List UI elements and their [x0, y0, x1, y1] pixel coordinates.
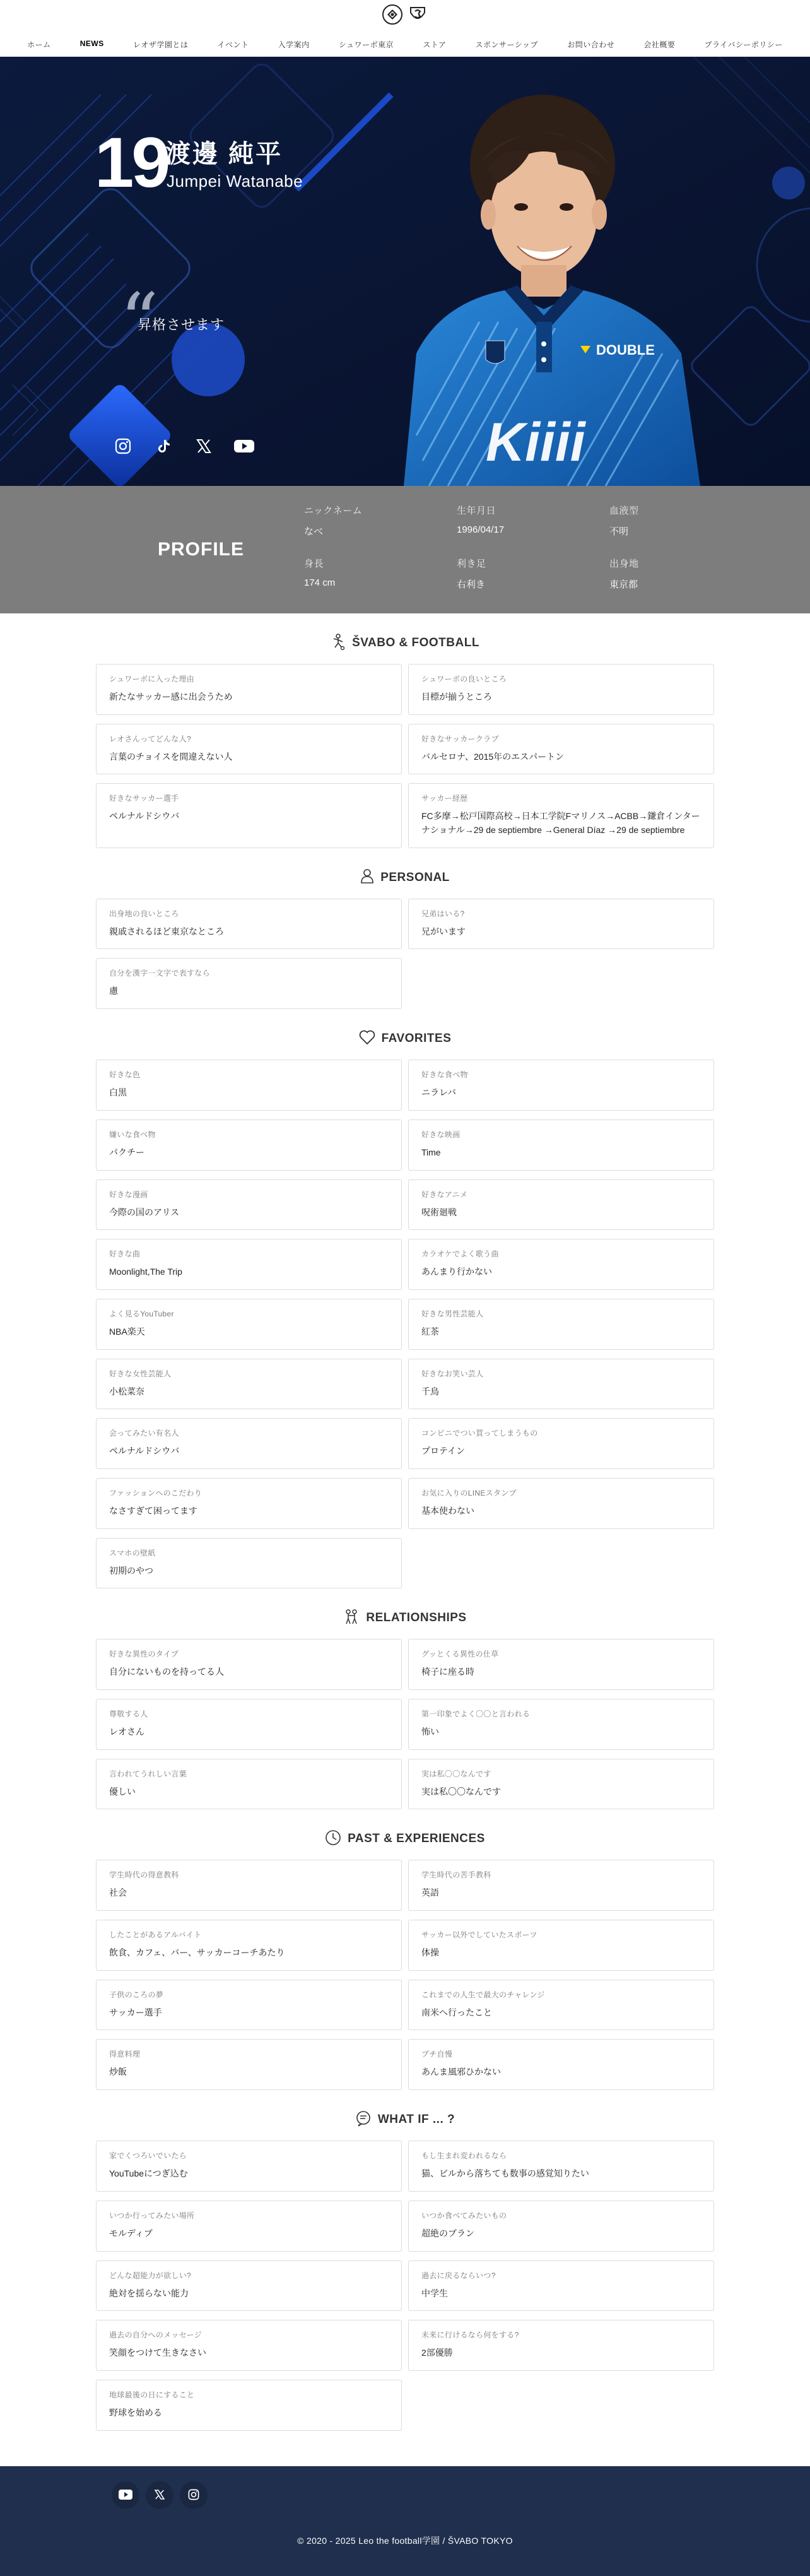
profile-item — [457, 557, 609, 591]
qa-card — [96, 1639, 402, 1690]
qa-question: 好きな映画 — [421, 1130, 461, 1139]
qa-answer: YouTubeにつぎ込む — [109, 2168, 188, 2179]
qa-answer: 小松菜奈 — [109, 1386, 144, 1397]
qa-question: 好きな女性芸能人 — [109, 1369, 172, 1378]
qa-card-grid — [96, 2141, 714, 2430]
qa-question: レオさんってどんな人? — [109, 734, 191, 743]
qa-card — [96, 1299, 402, 1350]
profile-value: なべ — [304, 526, 324, 537]
svg-text:DOUBLE: DOUBLE — [596, 342, 655, 358]
qa-answer: 超絶のブラン — [421, 2228, 474, 2238]
qa-answer: NBA楽天 — [109, 1326, 145, 1337]
qa-answer: レオさん — [109, 1727, 144, 1737]
qa-answer: なさすぎて困ってます — [109, 1505, 197, 1516]
section-title: PAST & EXPERIENCES — [348, 1832, 485, 1846]
qa-answer: ペルナルドシウバ — [109, 1446, 180, 1456]
nav-company[interactable]: 会社概要 — [643, 40, 676, 49]
qa-question: お気に入りのLINEスタンプ — [421, 1488, 517, 1498]
qa-question: スマホの壁紙 — [109, 1548, 156, 1557]
qa-question: サッカー以外でしていたスポーツ — [421, 1930, 537, 1940]
qa-question: もし生まれ変われるなら — [421, 2151, 507, 2161]
qa-card-grid — [96, 664, 714, 848]
qa-card — [96, 2039, 402, 2090]
qa-question: 未来に行けるなら何をする? — [421, 2331, 519, 2340]
qa-answer: パクチー — [109, 1147, 144, 1157]
profile-value: 不明 — [609, 526, 629, 537]
youtube-icon[interactable] — [112, 2481, 139, 2508]
qa-card — [408, 1239, 714, 1290]
qa-question: カラオケでよく歌う曲 — [421, 1250, 499, 1259]
qa-answer: 実は私〇〇なんです — [421, 1786, 501, 1797]
nav-about[interactable]: レオザ学園とは — [132, 40, 189, 49]
profile-item — [457, 504, 609, 538]
youtube-icon[interactable] — [233, 435, 255, 457]
qa-answer: 白黒 — [109, 1087, 127, 1098]
qa-card — [96, 1359, 402, 1410]
qa-question: 学生時代の得意教科 — [109, 1870, 179, 1880]
qa-card — [96, 958, 402, 1009]
qa-question: シュワーボの良いところ — [421, 675, 507, 683]
svabo-emblem-icon — [407, 4, 428, 25]
qa-card — [408, 1639, 714, 1690]
qa-question: 自分を漢字一文字で表すなら — [109, 969, 210, 978]
qa-question: 好きな色 — [109, 1070, 141, 1080]
qa-card — [96, 724, 402, 775]
qa-answer: 猫、ビルから落ちても数事の感覚知りたい — [421, 2168, 589, 2179]
profile-label: ニックネーム — [304, 505, 363, 516]
profile-label: 血液型 — [609, 505, 639, 516]
quote-mark-icon: “ — [120, 278, 159, 365]
qa-card — [408, 1478, 714, 1529]
qa-answer: 慮 — [109, 986, 118, 996]
nav-store[interactable]: ストア — [423, 40, 447, 49]
qa-section — [96, 1009, 714, 1588]
section-title: ŠVABO & FOOTBALL — [352, 636, 479, 649]
qa-sections — [0, 613, 810, 2431]
qa-answer: プロテイン — [421, 1446, 466, 1456]
qa-answer: FC多摩→松戸国際高校→日本工学院Fマリノス→ACBB→鎌倉インターナショナル→29 de septiembre →General Díaz →29 de septiembre — [421, 811, 700, 836]
qa-question: 出身地の良いところ — [109, 909, 179, 918]
person-icon — [360, 868, 374, 887]
qa-section — [96, 1588, 714, 1809]
qa-answer: 社会 — [109, 1888, 127, 1898]
qa-question: これまでの人生で最大のチャレンジ — [421, 1990, 545, 1999]
site-header — [0, 0, 810, 57]
qa-card-grid — [96, 899, 714, 1009]
qa-answer: Moonlight,The Trip — [109, 1267, 182, 1277]
qa-card — [408, 783, 714, 848]
qa-question: 好きなお笑い芸人 — [421, 1369, 484, 1378]
qa-answer: ニラレバ — [421, 1087, 457, 1098]
qa-question: 家でくつろいでいたら — [109, 2151, 187, 2161]
instagram-icon[interactable] — [180, 2481, 207, 2508]
qa-section — [96, 1809, 714, 2090]
profile-value: 174 cm — [304, 577, 336, 588]
qa-answer: 椅子に座る時 — [421, 1667, 474, 1677]
qa-card — [408, 1699, 714, 1750]
qa-question: サッカー経歴 — [421, 794, 468, 803]
qa-card — [96, 783, 402, 848]
qa-answer: 呪術廻戦 — [421, 1207, 457, 1217]
qa-answer: 2部優勝 — [421, 2348, 453, 2358]
qa-card — [408, 2201, 714, 2252]
qa-answer: ペルナルドシウバ — [109, 811, 180, 822]
profile-item — [609, 557, 736, 591]
qa-card — [408, 2320, 714, 2371]
qa-question: 好きな男性芸能人 — [421, 1309, 484, 1318]
qa-answer: バルセロナ、2015年のエスパートン — [421, 751, 565, 762]
footer-sns — [112, 2481, 207, 2508]
profile-item — [609, 504, 736, 538]
qa-answer: 目標が揃うところ — [421, 692, 492, 702]
qa-card — [96, 2320, 402, 2371]
qa-card — [96, 2141, 402, 2192]
section-heading — [96, 2090, 714, 2141]
qa-question: グッとくる異性の仕草 — [421, 1650, 499, 1659]
copyright: © 2020 - 2025 Leo the football学園 / ŠVABO TOKYO — [297, 2535, 513, 2546]
player-hero — [0, 57, 810, 486]
profile-band — [0, 486, 810, 613]
qa-answer: 南米へ行ったこと — [421, 2007, 492, 2018]
qa-answer: 優しい — [109, 1786, 136, 1797]
nav-privacy[interactable]: プライバシーポリシー — [704, 40, 783, 49]
qa-card — [96, 2380, 402, 2431]
qa-card — [408, 1299, 714, 1350]
qa-card — [96, 1538, 402, 1589]
section-heading — [96, 1009, 714, 1060]
qa-answer: 紅茶 — [421, 1326, 439, 1337]
qa-card — [96, 1699, 402, 1750]
instagram-icon[interactable] — [112, 435, 134, 457]
qa-card — [96, 899, 402, 950]
profile-title: PROFILE — [158, 539, 245, 560]
qa-card — [96, 2260, 402, 2312]
qa-card — [96, 1060, 402, 1111]
profile-value: 右利き — [457, 579, 486, 590]
qa-card — [408, 1920, 714, 1971]
qa-section — [96, 848, 714, 1009]
qa-question: 実は私〇〇なんです — [421, 1769, 491, 1778]
qa-question: プチ自慢 — [421, 2050, 453, 2059]
profile-item — [304, 557, 457, 591]
qa-question: 尊敬する人 — [109, 1710, 148, 1718]
qa-card — [96, 1418, 402, 1469]
nav-sponsorship[interactable]: スポンサーシップ — [475, 40, 539, 49]
nav-contact[interactable]: お問い合わせ — [567, 40, 615, 49]
qa-card — [408, 1980, 714, 2031]
qa-question: 第一印象でよく〇〇と言われる — [421, 1710, 531, 1718]
qa-answer: 兄がいます — [421, 926, 466, 936]
qa-card — [96, 1478, 402, 1529]
qa-question: 得意料理 — [109, 2050, 141, 2059]
chat-icon — [355, 2110, 372, 2130]
qa-section — [96, 613, 714, 848]
heart-icon — [359, 1030, 375, 1048]
qa-answer: 親戚されるほど東京なところ — [109, 926, 224, 936]
qa-answer: 中学生 — [421, 2288, 448, 2298]
qa-answer: 炒飯 — [109, 2067, 127, 2077]
qa-card — [408, 664, 714, 715]
qa-question: シュワーボに入った理由 — [109, 675, 195, 683]
qa-question: 子供のころの夢 — [109, 1990, 164, 1999]
qa-question: 兄弟はいる? — [421, 909, 465, 918]
player-quote: 昇格させます — [138, 317, 225, 333]
profile-value: 東京都 — [609, 579, 638, 590]
qa-answer: 千鳥 — [421, 1386, 439, 1397]
site-footer — [0, 2466, 810, 2576]
qa-card — [408, 2260, 714, 2312]
nav-home[interactable]: ホーム — [27, 40, 51, 49]
qa-question: 嫌いな食べ物 — [109, 1130, 156, 1139]
player-name-en: Jumpei Watanabe — [167, 172, 303, 191]
qa-question: よく見るYouTuber — [109, 1309, 174, 1318]
qa-card — [408, 1359, 714, 1410]
football-player-icon — [331, 634, 346, 653]
qa-answer: 言葉のチョイスを間違えない人 — [109, 751, 233, 762]
qa-question: 言われてうれしい言葉 — [109, 1769, 187, 1778]
qa-question: 過去に戻るならいつ? — [421, 2271, 496, 2280]
player-sns — [112, 435, 255, 457]
qa-answer: 英語 — [421, 1888, 439, 1898]
profile-grid — [304, 504, 736, 591]
qa-question: したことがあるアルバイト — [109, 1930, 202, 1940]
qa-question: コンビニでつい買ってしまうもの — [421, 1429, 538, 1438]
qa-answer: 体操 — [421, 1947, 439, 1958]
qa-card-grid — [96, 1060, 714, 1588]
qa-card — [408, 1860, 714, 1911]
qa-question: いつか食べてみたいもの — [421, 2211, 507, 2220]
qa-card — [96, 1120, 402, 1171]
x-icon[interactable] — [193, 435, 214, 457]
qa-section — [96, 2090, 714, 2430]
qa-card — [96, 1759, 402, 1810]
qa-card — [96, 2201, 402, 2252]
nav-svabo-tokyo[interactable]: シュワーボ東京 — [338, 40, 394, 49]
qa-card — [408, 1759, 714, 1810]
section-heading — [96, 1809, 714, 1860]
nav-events[interactable]: イベント — [217, 40, 249, 49]
qa-answer: 野球を始める — [109, 2407, 162, 2418]
qa-answer: 今際の国のアリス — [109, 1207, 180, 1217]
x-icon[interactable] — [146, 2481, 173, 2508]
qa-question: 好きな異性のタイプ — [109, 1650, 179, 1659]
tiktok-icon[interactable] — [153, 435, 174, 457]
profile-label: 利き足 — [457, 558, 486, 569]
section-heading — [96, 848, 714, 899]
profile-item — [304, 504, 457, 538]
qa-question: いつか行ってみたい場所 — [109, 2211, 195, 2220]
qa-card-grid — [96, 1860, 714, 2090]
qa-card — [96, 1179, 402, 1231]
qa-question: どんな超能力が欲しい? — [109, 2271, 191, 2280]
qa-card — [96, 1920, 402, 1971]
qa-answer: 新たなサッカー感に出会うため — [109, 692, 233, 702]
profile-value: 1996/04/17 — [457, 524, 505, 535]
people-icon — [343, 1609, 360, 1628]
qa-answer: あんま風邪ひかない — [421, 2067, 501, 2077]
qa-question: 地球最後の日にすること — [109, 2390, 195, 2399]
qa-answer: 飲食、カフェ、バー、サッカーコーチあたり — [109, 1947, 285, 1958]
qa-answer: モルディブ — [109, 2228, 153, 2238]
profile-label: 身長 — [304, 558, 324, 569]
qa-card-grid — [96, 1639, 714, 1809]
qa-question: 学生時代の苦手教科 — [421, 1870, 491, 1880]
qa-answer: 笑顔をつけて生きなさい — [109, 2348, 206, 2358]
qa-card — [408, 899, 714, 950]
nav-admission[interactable]: 入学案内 — [278, 40, 310, 49]
qa-answer: 初期のやつ — [109, 1565, 153, 1576]
qa-question: 好きな食べ物 — [421, 1070, 468, 1080]
qa-card — [96, 1239, 402, 1290]
qa-answer: あんまり行かない — [421, 1267, 492, 1277]
qa-card — [408, 1060, 714, 1111]
qa-card — [408, 1179, 714, 1231]
qa-answer: 基本使わない — [421, 1505, 474, 1516]
section-title: WHAT IF ... ? — [377, 2113, 455, 2127]
qa-card — [408, 1120, 714, 1171]
qa-answer: 自分にないものを持ってる人 — [109, 1667, 224, 1677]
qa-card — [408, 2141, 714, 2192]
profile-label: 生年月日 — [457, 505, 496, 516]
hero-background — [0, 57, 810, 486]
qa-card — [408, 1418, 714, 1469]
qa-question: 好きな曲 — [109, 1250, 141, 1259]
section-title: PERSONAL — [380, 870, 450, 884]
qa-question: 過去の自分へのメッセージ — [109, 2331, 202, 2340]
qa-question: 好きなサッカー選手 — [109, 794, 179, 803]
section-title: FAVORITES — [381, 1032, 452, 1046]
site-logo[interactable] — [382, 4, 428, 25]
profile-label: 出身地 — [609, 558, 639, 569]
qa-card — [408, 724, 714, 775]
section-title: RELATIONSHIPS — [366, 1611, 467, 1625]
qa-answer: 怖い — [421, 1727, 439, 1737]
player-number: 19 — [95, 123, 168, 202]
qa-card — [96, 664, 402, 715]
global-nav — [0, 39, 810, 50]
qa-question: 会ってみたい有名人 — [109, 1429, 179, 1438]
qa-answer: Time — [421, 1147, 441, 1157]
qa-question: 好きなアニメ — [421, 1190, 468, 1199]
qa-card — [408, 2039, 714, 2090]
section-heading — [96, 1588, 714, 1639]
svg-text:Kiiii: Kiiii — [486, 412, 585, 473]
qa-question: 好きな漫画 — [109, 1190, 148, 1199]
nav-news[interactable]: NEWS — [79, 39, 104, 48]
qa-question: ファッションへのこだわり — [109, 1488, 202, 1498]
player-name-jp: 渡邊 純平 — [165, 140, 283, 168]
school-emblem-icon — [382, 4, 403, 25]
qa-card — [96, 1980, 402, 2031]
qa-question: 好きなサッカークラブ — [421, 734, 499, 743]
clock-icon — [325, 1829, 341, 1849]
qa-card — [96, 1860, 402, 1911]
qa-answer: 絶対を揺らない能力 — [109, 2288, 189, 2298]
section-heading — [96, 613, 714, 664]
qa-answer: サッカー選手 — [109, 2007, 162, 2018]
